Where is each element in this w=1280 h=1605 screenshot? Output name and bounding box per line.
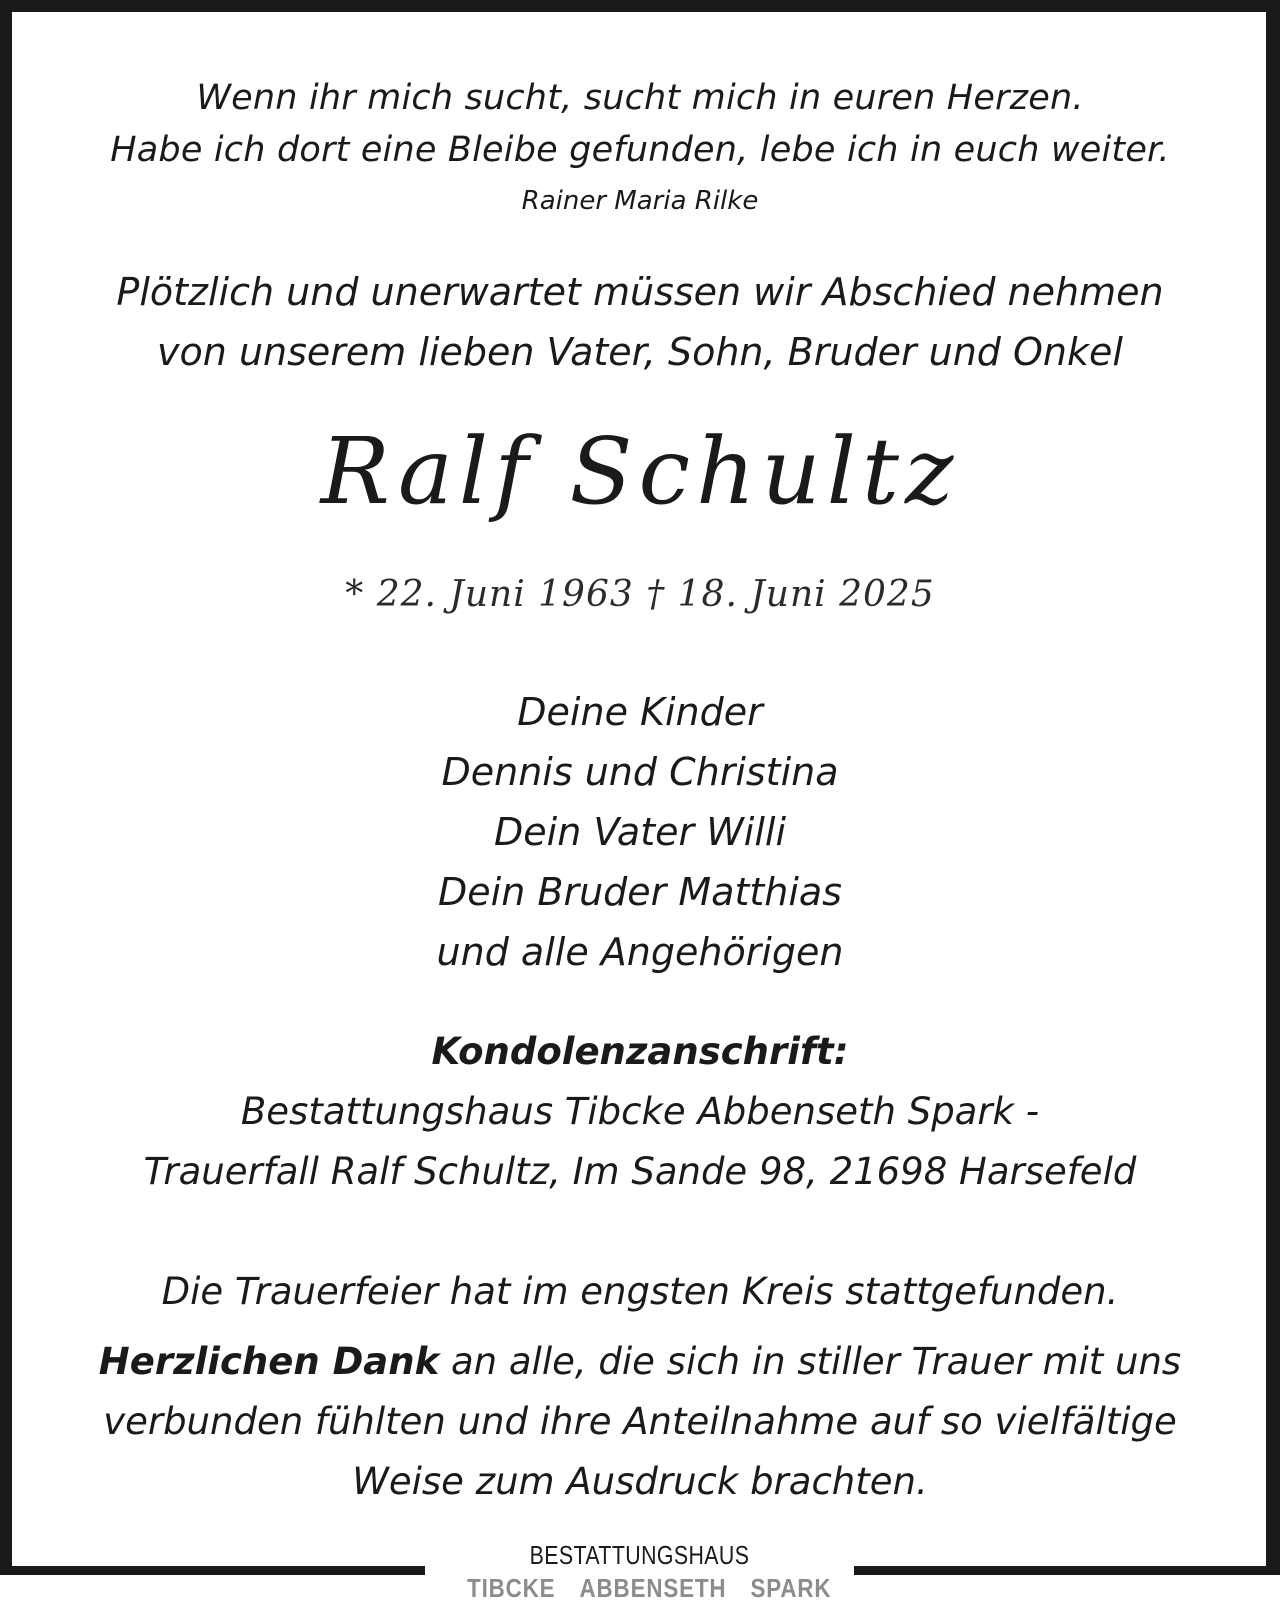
mourner-line: Dein Bruder Matthias	[438, 870, 842, 914]
logo-name: SPARK	[750, 1573, 832, 1603]
service-note: Die Trauerfeier hat im engsten Kreis stattgefunden.	[161, 1270, 1119, 1313]
thanks-line-2: verbunden fühlten und ihre Anteilnahme auf so vielfältige	[103, 1400, 1177, 1443]
mourner-line: Deine Kinder	[517, 690, 763, 734]
deceased-name: Ralf Schultz	[320, 418, 960, 525]
announcement-line-1: Plötzlich und unerwartet müssen wir Abschied nehmen	[116, 270, 1164, 314]
frame-top-border	[0, 0, 1280, 12]
thanks-text: an alle, die sich in stiller Trauer mit uns	[439, 1340, 1182, 1383]
life-dates: * 22. Juni 1963 † 18. Juni 2025	[345, 574, 935, 615]
frame-bottom-border-left	[0, 1566, 425, 1575]
announcement-line-2: von unserem lieben Vater, Sohn, Bruder und Onkel	[157, 330, 1123, 374]
frame-right-border	[1266, 0, 1280, 1575]
frame-left-border	[0, 0, 12, 1575]
funeral-home-logo-names	[455, 1573, 832, 1604]
logo-name: ABBENSETH	[579, 1573, 727, 1603]
mourner-line: Dein Vater Willi	[494, 810, 786, 854]
quote-line-2: Habe ich dort eine Bleibe gefunden, lebe ich in euch weiter.	[110, 130, 1170, 170]
thanks-bold: Herzlichen Dank	[98, 1340, 440, 1383]
quote-line-1: Wenn ihr mich sucht, sucht mich in euren Herzen.	[196, 78, 1084, 118]
frame-bottom-border-right	[854, 1566, 1280, 1575]
thanks-line-1	[40, 1340, 1240, 1383]
logo-name: TIBCKE	[467, 1573, 556, 1603]
mourner-line: und alle Angehörigen	[436, 930, 844, 974]
condolence-address-line-2: Trauerfall Ralf Schultz, Im Sande 98, 21698 Harsefeld	[143, 1150, 1137, 1193]
condolence-address-line-1: Bestattungshaus Tibcke Abbenseth Spark -	[240, 1090, 1040, 1133]
quote-author: Rainer Maria Rilke	[521, 186, 759, 216]
thanks-line-3: Weise zum Ausdruck brachten.	[352, 1460, 928, 1503]
mourner-line: Dennis und Christina	[441, 750, 839, 794]
condolence-title: Kondolenzanschrift:	[431, 1030, 849, 1073]
funeral-home-logo-title: BESTATTUNGSHAUS	[529, 1540, 750, 1570]
